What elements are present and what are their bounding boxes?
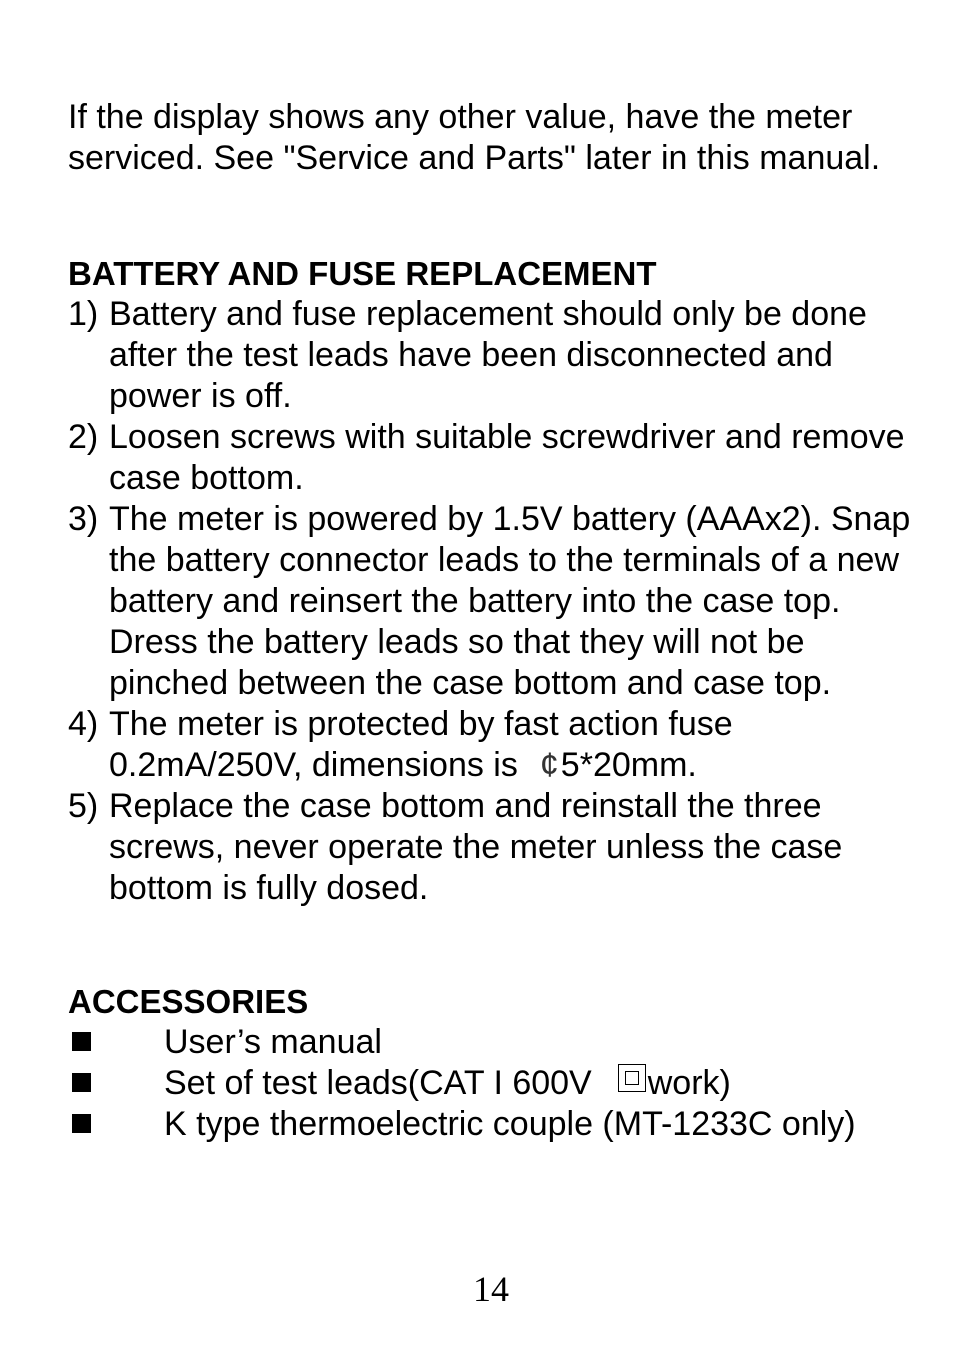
list-item xyxy=(68,1022,928,1063)
list-item xyxy=(68,499,928,704)
accessory-text: K type thermoelectric couple (MT-1233C only) xyxy=(164,1105,856,1143)
accessory-text: Set of test leads(CAT I 600V xyxy=(164,1064,592,1102)
accessory-text: User’s manual xyxy=(164,1023,382,1061)
accessory-text-continued: work) xyxy=(647,1064,731,1102)
list-item xyxy=(68,294,928,417)
diameter-symbol: ¢ xyxy=(539,746,559,784)
intro-paragraph: If the display shows any other value, have the meter serviced. See "Service and Parts" later in this manual. xyxy=(68,98,881,177)
manual-page xyxy=(68,97,928,1145)
list-item xyxy=(68,417,928,499)
square-bullet-icon xyxy=(72,1032,91,1051)
list-item xyxy=(68,786,928,909)
battery-fuse-heading: BATTERY AND FUSE REPLACEMENT xyxy=(68,255,657,292)
step-number: 2) xyxy=(68,418,99,456)
double-insulation-icon xyxy=(618,1064,646,1092)
step-number: 5) xyxy=(68,787,99,825)
list-item xyxy=(68,1104,928,1145)
square-bullet-icon xyxy=(72,1114,91,1133)
step-text: Loosen screws with suitable screwdriver and remove case bottom. xyxy=(109,418,905,497)
step-text-continued: 5*20mm. xyxy=(560,746,697,784)
step-number: 1) xyxy=(68,295,99,333)
step-text: Replace the case bottom and reinstall the three screws, never operate the meter unless the case bottom is fully dosed. xyxy=(109,787,843,907)
accessories-heading: ACCESSORIES xyxy=(68,983,309,1020)
step-number: 3) xyxy=(68,500,99,538)
accessories-list xyxy=(68,1022,928,1145)
list-item xyxy=(68,1063,928,1104)
step-number: 4) xyxy=(68,705,99,743)
page-number: 14 xyxy=(473,1269,509,1309)
square-bullet-icon xyxy=(72,1073,91,1092)
list-item xyxy=(68,704,928,786)
step-text: The meter is powered by 1.5V battery (AAAx2). Snap the battery connector leads to the terminals of a new battery and reinsert the battery into the case top. Dress the battery leads so that they will not be pinched between the case bottom and case top. xyxy=(109,500,911,702)
step-text: The meter is protected by fast action fuse 0.2mA/250V, dimensions is xyxy=(109,705,733,784)
battery-steps-list xyxy=(68,294,928,909)
step-text: Battery and fuse replacement should only be done after the test leads have been disconnected and power is off. xyxy=(109,295,867,415)
